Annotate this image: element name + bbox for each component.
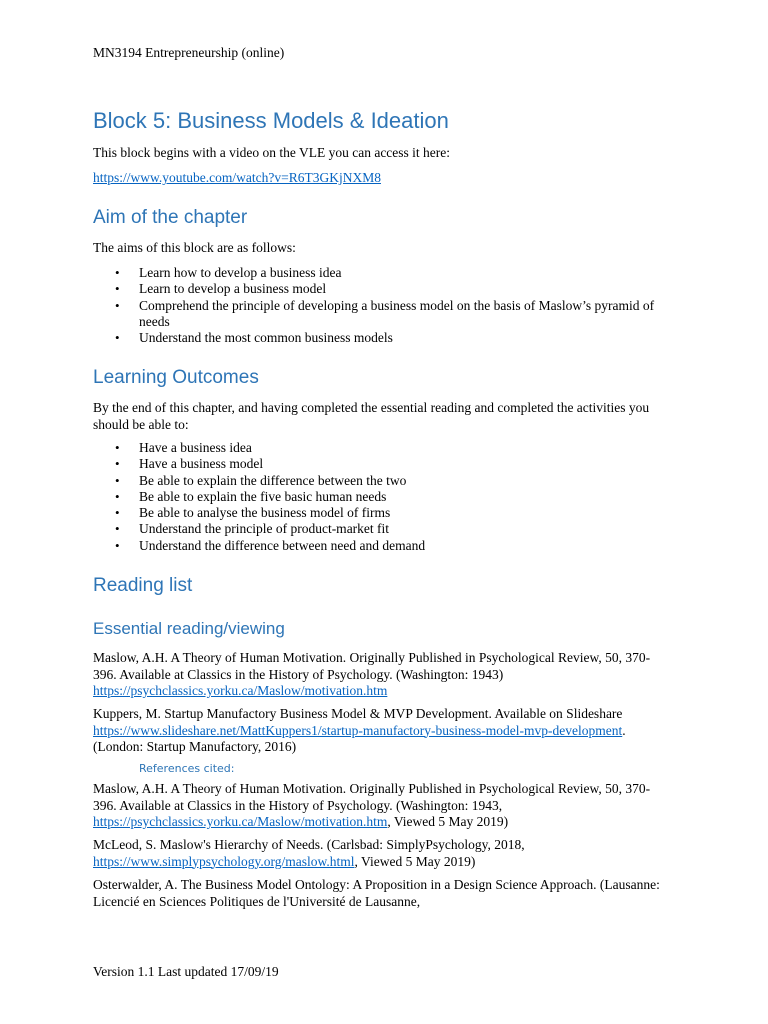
aim-heading: Aim of the chapter (93, 207, 248, 228)
reading-heading: Reading list (93, 575, 193, 596)
reference-link[interactable]: https://www.simplypsychology.org/maslow.html (93, 853, 355, 869)
list-item: • Learn to develop a business model (93, 281, 673, 297)
reference-link[interactable]: https://psychclassics.yorku.ca/Maslow/motivation.htm (93, 814, 388, 829)
list-item: • Have a business idea (93, 440, 673, 456)
reference-link[interactable]: https://www.slideshare.net/MattKuppers1/startup-manufactory-business-model-mvp-development (93, 722, 623, 738)
reference-entry: Osterwalder, A. The Business Model Ontology: A Proposition in a Design Science Approach. (Lausanne: Licencié en Sciences Politiques de l'Université de Lausanne, (93, 877, 660, 909)
outcomes-list (93, 440, 673, 554)
list-item: • Have a business model (93, 456, 673, 472)
aim-list (93, 265, 673, 346)
reference-link[interactable]: https://psychclassics.yorku.ca/Maslow/motivation.htm (93, 683, 388, 698)
page-title: Block 5: Business Models & Ideation (93, 108, 449, 133)
reference-entry: Maslow, A.H. A Theory of Human Motivation. Originally Published in Psychological Review, 50, 370-396. Available at Classics in the History of Psychology. (Washington: 1943, https://psychclassics.yorku.ca/Maslow/motivation.htm, Viewed 5 May 2019) (93, 781, 651, 829)
reference-entry: Maslow, A.H. A Theory of Human Motivation. Originally Published in Psychological Review, 50, 370-396. Available at Classics in the History of Psychology. (Washington: 1943) https://psychclassics.yorku.ca/Maslow/motivation.htm (93, 650, 651, 698)
list-item: • Be able to analyse the business model of firms (93, 505, 673, 521)
outcomes-lead: By the end of this chapter, and having completed the essential reading and completed the activities you should be able to: (93, 400, 650, 432)
list-item: • Understand the difference between need and demand (93, 538, 673, 554)
page-footer: Version 1.1 Last updated 17/09/19 (93, 964, 279, 979)
reference-entry: Kuppers, M. Startup Manufactory Business Model & MVP Development. Available on Slideshare https://www.slideshare.net/MattKuppers1/startup-manufactory-business-model-mvp-development. (London: Startup Manufactory, 2016) (93, 706, 626, 754)
cited-heading: References cited: (139, 762, 235, 775)
running-header: MN3194 Entrepreneurship (online) (93, 45, 285, 60)
essential-heading: Essential reading/viewing (93, 619, 285, 638)
list-item: • Be able to explain the difference between the two (93, 473, 673, 489)
list-item: • Be able to explain the five basic human needs (93, 489, 673, 505)
aim-lead: The aims of this block are as follows: (93, 240, 296, 255)
outcomes-heading: Learning Outcomes (93, 367, 259, 388)
reference-entry: McLeod, S. Maslow's Hierarchy of Needs. (Carlsbad: SimplyPsychology, 2018, https://www.simplypsychology.org/maslow.html, Viewed 5 May 2019) (93, 837, 525, 869)
video-link[interactable]: https://www.youtube.com/watch?v=R6T3GKjNXM8 (93, 170, 381, 185)
intro-text: This block begins with a video on the VLE you can access it here: (93, 145, 451, 160)
list-item: • Understand the principle of product-market fit (93, 521, 673, 537)
list-item: • Learn how to develop a business idea (93, 265, 673, 281)
list-item: • Understand the most common business models (93, 330, 673, 346)
list-item: • Comprehend the principle of developing a business model on the basis of Maslow’s pyramid of needs (93, 298, 673, 331)
video-link-paragraph (93, 170, 668, 187)
